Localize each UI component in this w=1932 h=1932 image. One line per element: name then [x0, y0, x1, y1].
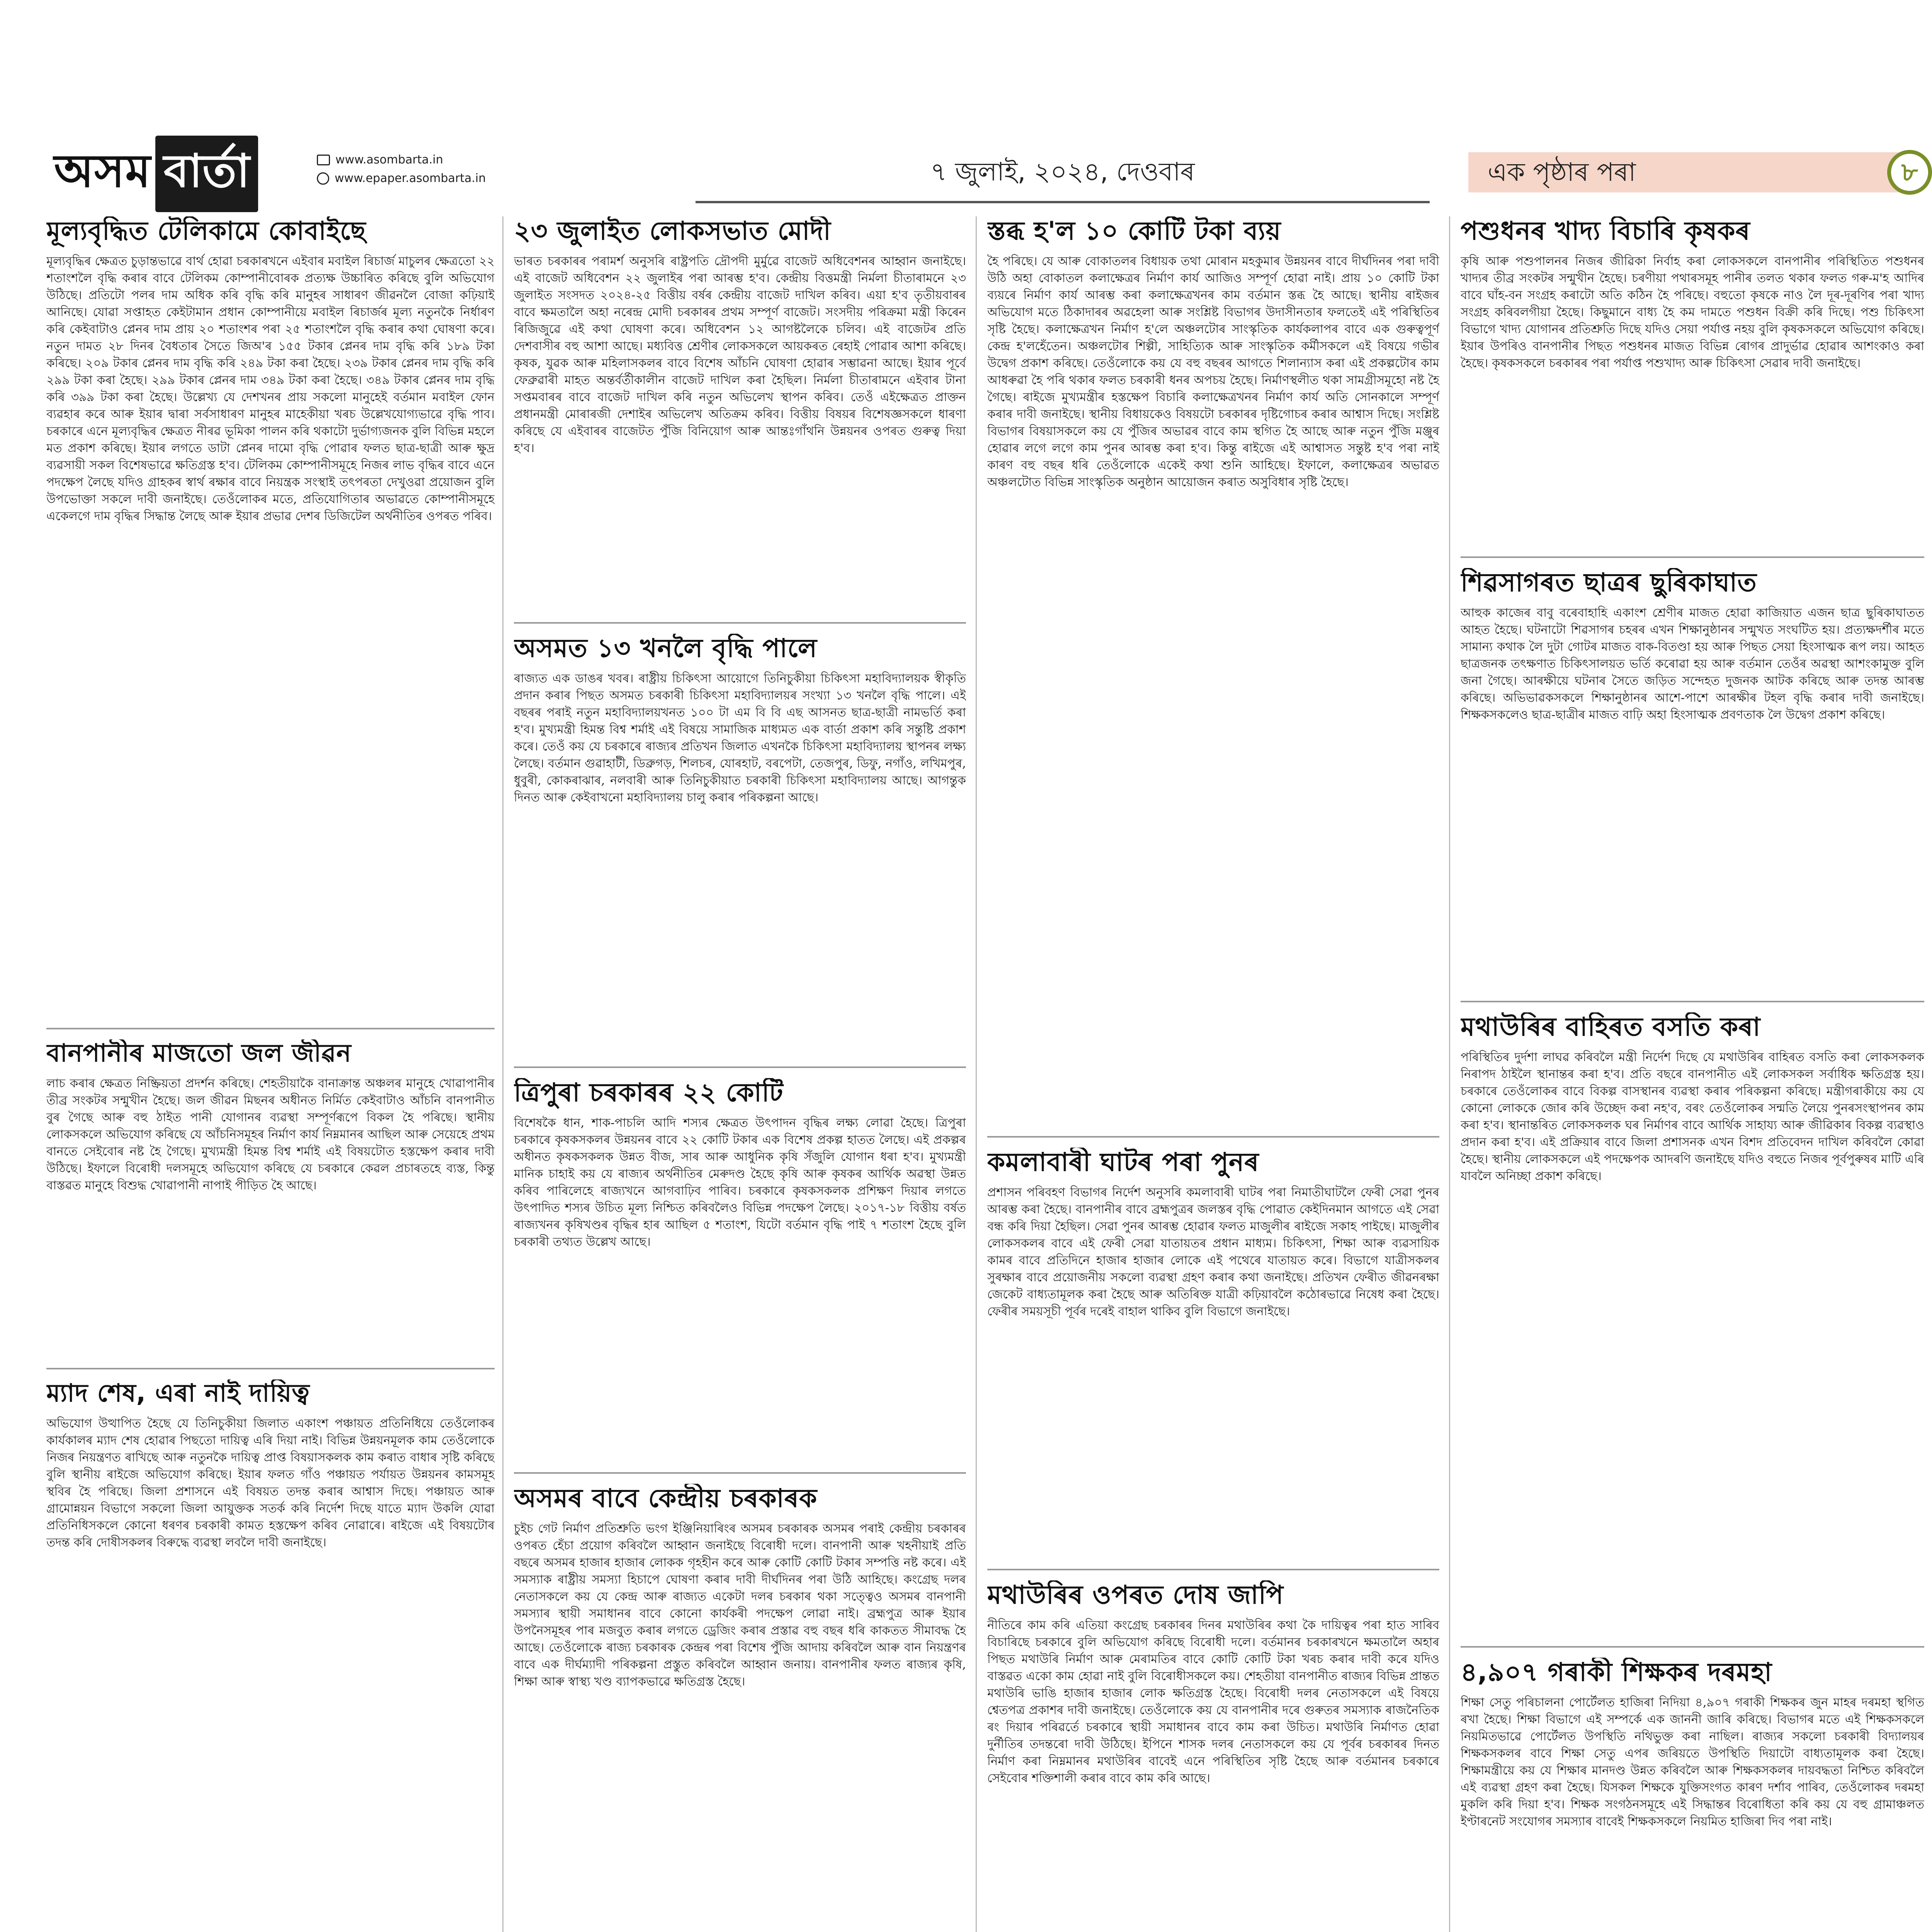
article-body: ভাৰত চৰকাৰৰ পৰামৰ্শ অনুসৰি ৰাষ্ট্ৰপতি দ্ৰৌপদী মুৰ্মুৱে বাজেট অধিবেশনৰ আহ্বান জনাইছে। এই বাজেট অধিবেশন ২২ জুলাইৰ পৰা আৰম্ভ হ'ব। কেন্দ্ৰীয় বিত্তমন্ত্ৰী নিৰ্মলা চীতাৰামনে ২৩ জুলাইত সংসদত ২০২৪-২৫ বিত্তীয় বৰ্ষৰ কেন্দ্ৰীয় বাজেট দাখিল কৰিব। এয়া হ'ব তৃতীয়বাৰৰ বাবে ক্ষমতালৈ অহা নৰেন্দ্ৰ মোদী চৰকাৰৰ প্ৰথম সম্পূৰ্ণ বাজেট। সংসদীয় পৰিক্ৰমা মন্ত্ৰী কিৰেন ৰিজিজুৱে এই কথা ঘোষণা কৰে। অধিবেশন ১২ আগষ্টলৈকে চলিব। এই বাজেটৰ প্ৰতি দেশবাসীৰ বহু আশা আছে। মধ্যবিত্ত শ্ৰেণীৰ লোকসকলে আয়কৰত ৰেহাই পোৱাৰ আশা কৰিছে। কৃষক, যুৱক আৰু মহিলাসকলৰ বাবে বিশেষ আঁচনি ঘোষণা হোৱাৰ সম্ভাৱনা আছে। ইয়াৰ পূৰ্বে ফেব্ৰুৱাৰী মাহত অন্তৰ্বৰ্তীকালীন বাজেট দাখিল কৰা হৈছিল। নিৰ্মলা চীতাৰামনে এইবাৰ টানা সপ্তমবাৰৰ বাবে বাজেট দাখিল কৰি নতুন অভিলেখ স্থাপন কৰিব। তেওঁ এইক্ষেত্ৰত প্ৰাক্তন প্ৰধানমন্ত্ৰী মোৰাৰজী দেশাইৰ অভিলেখ অতিক্ৰম কৰিব। বিত্তীয় বিষয়ৰ বিশেষজ্ঞসকলে ধাৰণা কৰিছে যে এইবাৰৰ বাজেটত পুঁজি বিনিয়োগ আৰু আন্তঃগাঁথনি উন্নয়নৰ ওপৰত গুৰুত্ব দিয়া হ'ব। — [514, 254, 966, 455]
article-headline[interactable]: মথাউৰিৰ ওপৰত দোষ জাপি — [987, 1580, 1284, 1610]
article-headline[interactable]: ত্ৰিপুৰা চৰকাৰৰ ২২ কোটি — [514, 1078, 784, 1107]
article-body: নীতিৰে কাম কৰি এতিয়া কংগ্ৰেছ চৰকাৰৰ দিনৰ মথাউৰিৰ কথা কৈ দায়িত্বৰ পৰা হাত সাৰিব বিচাৰিছে চৰকাৰে বুলি অভিযোগ কৰিছে বিৰোধী দলে। বৰ্তমানৰ চৰকাৰখনে ক্ষমতালৈ অহাৰ পিছত মথাউৰি নিৰ্মাণ আৰু মেৰামতিৰ বাবে কোটি কোটি টকা খৰচ কৰাৰ দাবী কৰে যদিও বাস্তৱত একো কাম হোৱা নাই বুলি বিৰোধীসকলে কয়। শেহতীয়া বানপানীত ৰাজ্যৰ বিভিন্ন প্ৰান্তত মথাউৰি ভাঙি হাজাৰ হাজাৰ লোক ক্ষতিগ্ৰস্ত হৈছে। বিৰোধী দলৰ নেতাসকলে এই বিষয়ে শ্বেতপত্ৰ প্ৰকাশৰ দাবী জনাইছে। তেওঁলোকে কয় যে বানপানীৰ দৰে গুৰুতৰ সমস্যাক ৰাজনৈতিক ৰং দিয়াৰ পৰিৱৰ্তে চৰকাৰে স্থায়ী সমাধানৰ বাবে কাম কৰা উচিত। মথাউৰি নিৰ্মাণত হোৱা দুৰ্নীতিৰ তদন্তৰো দাবী উঠিছে। ইপিনে শাসক দলৰ নেতাসকলে কয় যে পূৰ্বৰ চৰকাৰৰ দিনত নিৰ্মাণ কৰা নিম্নমানৰ মথাউৰিৰ বাবেই এনে পৰিস্থিতিৰ সৃষ্টি হৈছে আৰু বৰ্তমানৰ চৰকাৰে সেইবোৰ শক্তিশালী কৰাৰ বাবে কাম কৰি আছে। — [987, 1618, 1439, 1785]
column-divider — [502, 216, 503, 1932]
article-separator — [987, 1136, 1439, 1138]
article-separator — [514, 1472, 966, 1474]
issue-date: ৭ জুলাই, ২০২৪, দেওবাৰ — [696, 143, 1430, 203]
article-bokatal — [987, 216, 1439, 1132]
website-link[interactable]: www.asombarta.in — [335, 153, 443, 167]
article-separator — [46, 1028, 495, 1029]
newspaper-logo[interactable] — [54, 144, 258, 201]
article-medical-colleges — [514, 634, 966, 1063]
article-headline[interactable]: শিৱসাগৰত ছাত্ৰৰ ছুৰিকাঘাত — [1461, 568, 1757, 597]
article-separator — [1461, 1001, 1924, 1002]
article-body: প্ৰশাসন পৰিবহণ বিভাগৰ নিৰ্দেশ অনুসৰি কমলাবাৰী ঘাটৰ পৰা নিমাতীঘাটলৈ ফেৰী সেৱা পুনৰ আৰম্ভ কৰা হৈছে। বানপানীৰ বাবে ব্ৰহ্মপুত্ৰৰ জলস্তৰ বৃদ্ধি পোৱাত কেইদিনমান আগতে এই সেৱা বন্ধ কৰি দিয়া হৈছিল। সেৱা পুনৰ আৰম্ভ হোৱাৰ ফলত মাজুলীৰ ৰাইজে সকাহ পাইছে। মাজুলীৰ লোকসকলৰ বাবে এই ফেৰী সেৱা যাতায়তৰ প্ৰধান মাধ্যম। চিকিৎসা, শিক্ষা আৰু ব্যৱসায়িক কামৰ বাবে প্ৰতিদিনে হাজাৰ হাজাৰ লোকে এই পথেৰে যাতায়ত কৰে। বিভাগে যাত্ৰীসকলৰ সুৰক্ষাৰ বাবে প্ৰয়োজনীয় সকলো ব্যৱস্থা গ্ৰহণ কৰাৰ কথা জনাইছে। প্ৰতিখন ফেৰীত জীৱনৰক্ষা জেকেট বাধ্যতামূলক কৰা হৈছে আৰু অতিৰিক্ত যাত্ৰী কঢ়িয়াবলৈ কঠোৰভাৱে নিষেধ কৰা হৈছে। ফেৰীৰ সময়সূচী পূৰ্বৰ দৰেই বাহাল থাকিব বুলি বিভাগে জনাইছে। — [987, 1185, 1439, 1318]
article-headline[interactable]: স্তব্ধ হ'ল ১০ কোটি টকা ব্যয় — [987, 216, 1281, 246]
article-headline[interactable]: কমলাবাৰী ঘাটৰ পৰা পুনৰ — [987, 1148, 1259, 1177]
article-body: চুইচ গেট নিৰ্মাণ প্ৰতিশ্ৰুতি ভংগ ইঞ্জিনিয়াৰিংৰ অসমৰ চৰকাৰক অসমৰ পৰাই কেন্দ্ৰীয় চৰকাৰৰ ওপৰত হেঁচা প্ৰয়োগ কৰিবলৈ আহ্বান জনাইছে বিৰোধী দলে। বানপানী আৰু খহনীয়াই প্ৰতি বছৰে অসমৰ হাজাৰ হাজাৰ লোকক গৃহহীন কৰে আৰু কোটি কোটি টকাৰ সম্পত্তি নষ্ট কৰে। এই সমস্যাক ৰাষ্ট্ৰীয় সমস্যা হিচাপে ঘোষণা কৰাৰ দাবী দীৰ্ঘদিনৰ পৰা উঠি আহিছে। কংগ্ৰেছ দলৰ নেতাসকলে কয় যে কেন্দ্ৰ আৰু ৰাজ্যত একেটা দলৰ চৰকাৰ থকা সত্ত্বেও অসমৰ বানপানী সমস্যাৰ স্থায়ী সমাধানৰ বাবে কোনো কাৰ্যকৰী পদক্ষেপ লোৱা নাই। ব্ৰহ্মপুত্ৰ আৰু ইয়াৰ উপনৈসমূহৰ পাৰ মজবুত কৰাৰ লগতে ড্ৰেজিং কৰাৰ প্ৰস্তাৱ বহু বছৰ ধৰি কাকতত সীমাবদ্ধ হৈ আছে। তেওঁলোকে ৰাজ্য চৰকাৰক কেন্দ্ৰৰ পৰা বিশেষ পুঁজি আদায় কৰিবলৈ আৰু বান নিয়ন্ত্ৰণৰ বাবে এক দীৰ্ঘম্যাদী পৰিকল্পনা প্ৰস্তুত কৰিবলৈ আহ্বান জনায়। বানপানীৰ ফলত ৰাজ্যৰ কৃষি, শিক্ষা আৰু স্বাস্থ্য খণ্ড ব্যাপকভাৱে ক্ষতিগ্ৰস্ত হৈছে। — [514, 1521, 966, 1689]
article-body: কৃষি আৰু পশুপালনৰ নিজৰ জীৱিকা নিৰ্বাহ কৰা লোকসকলে বানপানীৰ পৰিস্থিতিত পশুধনৰ খাদ্যৰ তীব্ৰ সংকটৰ সন্মুখীন হৈছে। চৰণীয়া পথাৰসমূহ পানীৰ তলত থকাৰ ফলত গৰু-ম'হ আদিৰ বাবে ঘাঁহ-বন সংগ্ৰহ কৰাটো অতি কঠিন হৈ পৰিছে। বহুতো কৃষকে নাও লৈ দূৰ-দূৰণিৰ পৰা খাদ্য সংগ্ৰহ কৰিবলগীয়া হৈছে। কিছুমানে বাধ্য হৈ কম দামতে পশুধন বিক্ৰী কৰি দিছে। পশু চিকিৎসা বিভাগে খাদ্য যোগানৰ প্ৰতিশ্ৰুতি দিছে যদিও সেয়া পৰ্যাপ্ত নহয় বুলি কৃষকসকলে অভিযোগ কৰিছে। ইয়াৰ উপৰিও বানপানীৰ পিছত পশুধনৰ মাজত বিভিন্ন ৰোগৰ প্ৰাদুৰ্ভাৱ হোৱাৰ আশংকাও কৰা হৈছে। কৃষকসকলে চৰকাৰৰ পৰা পৰ্যাপ্ত পশুখাদ্য আৰু চিকিৎসা সেৱাৰ দাবী জনাইছে। — [1461, 254, 1924, 370]
contact-info — [317, 151, 486, 188]
article-body: বিশেষকৈ ধান, শাক-পাচলি আদি শস্যৰ ক্ষেত্ৰত উৎপাদন বৃদ্ধিৰ লক্ষ্য লোৱা হৈছে। ত্ৰিপুৰা চৰকাৰে কৃষকসকলৰ উন্নয়নৰ বাবে ২২ কোটি টকাৰ এক বিশেষ প্ৰকল্প হাতত লৈছে। এই প্ৰকল্পৰ অধীনত কৃষকসকলক উন্নত বীজ, সাৰ আৰু আধুনিক কৃষি সঁজুলি যোগান ধৰা হ'ব। মুখ্যমন্ত্ৰী মানিক চাহাই কয় যে ৰাজ্যৰ অৰ্থনীতিৰ মেৰুদণ্ড হৈছে কৃষি আৰু কৃষকৰ আৰ্থিক অৱস্থা উন্নত কৰিব পাৰিলেহে ৰাজ্যখনে আগবাঢ়িব পাৰিব। চৰকাৰে কৃষকসকলক প্ৰশিক্ষণ দিয়াৰ লগতে উৎপাদিত শস্যৰ উচিত মূল্য নিশ্চিত কৰিবলৈও বিভিন্ন পদক্ষেপ লৈছে। ২০১৭-১৮ বিত্তীয় বৰ্ষত ৰাজ্যখনৰ কৃষিখণ্ডৰ বৃদ্ধিৰ হাৰ আছিল ৫ শতাংশ, যিটো বৰ্তমান বৃদ্ধি পাই ৭ শতাংশ হৈছে বুলি চৰকাৰী তথ্যত উল্লেখ আছে। — [514, 1116, 966, 1249]
article-modi-loksabha — [514, 216, 966, 618]
article-teacher-salary — [1461, 1658, 1924, 1932]
column-divider — [976, 216, 977, 1932]
article-separator — [46, 1368, 495, 1369]
article-separator — [987, 1569, 1439, 1570]
article-separator — [514, 1066, 966, 1068]
article-body: শিক্ষা সেতু পৰিচালনা পোৰ্টেলত হাজিৰা নিদিয়া ৪,৯০৭ গৰাকী শিক্ষকৰ জুন মাহৰ দৰমহা স্থগিত ৰখা হৈছে। শিক্ষা বিভাগে এই সম্পৰ্কে এক জাননী জাৰি কৰিছে। বিভাগৰ মতে এই শিক্ষকসকলে নিয়মিতভাৱে পোৰ্টেলত উপস্থিতি নথিভুক্ত কৰা নাছিল। ৰাজ্যৰ সকলো চৰকাৰী বিদ্যালয়ৰ শিক্ষকসকলৰ বাবে শিক্ষা সেতু এপৰ জৰিয়তে উপস্থিতি দিয়াটো বাধ্যতামূলক কৰা হৈছে। শিক্ষামন্ত্ৰীয়ে কয় যে শিক্ষাৰ মানদণ্ড উন্নত কৰিবলৈ আৰু শিক্ষকসকলৰ দায়বদ্ধতা নিশ্চিত কৰিবলৈ এই ব্যৱস্থা গ্ৰহণ কৰা হৈছে। যিসকল শিক্ষকে যুক্তিসংগত কাৰণ দৰ্শাব পাৰিব, তেওঁলোকৰ দৰমহা মুকলি কৰি দিয়া হ'ব। শিক্ষক সংগঠনসমূহে এই সিদ্ধান্তৰ বিৰোধিতা কৰি কয় যে বহু গ্ৰামাঞ্চলত ইণ্টাৰনেট সংযোগৰ সমস্যাৰ বাবেই শিক্ষকসকলে নিয়মিত হাজিৰা দিব পৰা নাই। — [1461, 1695, 1924, 1828]
article-headline[interactable]: মূল্যবৃদ্ধিত টেলিকামে কোবাইছে — [46, 216, 366, 246]
article-body: মূল্যবৃদ্ধিৰ ক্ষেত্ৰত চুড়ান্তভাৱে বাৰ্থ হোৱা চৰকাৰখনে এইবাৰ মবাইল ৰিচাৰ্জ মাচুলৰ ক্ষেত্ৰতো ২২ শতাংশলৈ বৃদ্ধি কৰাৰ বাবে টেলিকম কোম্পানীবোৰক প্ৰত্যক্ষ উচ্চাৰিত কৰিছে বুলি অভিযোগ উঠিছে। প্ৰতিটো পলৰ দাম অধিক কৰি বৃদ্ধি কৰি মানুহৰ সাধাৰণ জীৱনলৈ বোজা কঢ়িয়াই আনিছে। যোৱা সপ্তাহত কেইটামান প্ৰধান কোম্পানীয়ে মবাইল ৰিচাৰ্জৰ মূল্য নতুনকৈ নিৰ্ধাৰণ কৰি কেইবাটাও প্লেনৰ দাম প্ৰায় ২০ শতাংশৰ পৰা ২৫ শতাংশলৈ বৃদ্ধি কৰাৰ কথা ঘোষণা কৰে। নতুন দামত ২৮ দিনৰ বৈধতাৰ সৈতে জিঅ'ৰ ১৫৫ টকাৰ প্লেনৰ দাম বৃদ্ধি কৰি ১৮৯ টকা কৰিছে। ২০৯ টকাৰ প্লেনৰ দাম বৃদ্ধি কৰি ২৪৯ টকা কৰা হৈছে। ২৩৯ টকাৰ প্লেনৰ দাম বৃদ্ধি কৰি ২৯৯ টকা কৰা হৈছে। ২৯৯ টকাৰ প্লেনৰ দাম ৩৪৯ টকা কৰা হৈছে। ৩৪৯ টকাৰ প্লেনৰ দাম বৃদ্ধি কৰি ৩৯৯ টকা কৰা হৈছে। উল্লেখ্য যে দেশখনৰ প্ৰায় সকলো মানুহেই বৰ্তমান মবাইল ফোন ব্যৱহাৰ কৰে আৰু ইয়াৰ দ্বাৰা সৰ্বসাধাৰণ মানুহৰ মাহেকীয়া খৰচ উল্লেখযোগ্যভাৱে বৃদ্ধি পাব। চৰকাৰে এনে মূল্যবৃদ্ধিৰ ক্ষেত্ৰত নীৰৱ ভূমিকা পালন কৰি থকাটো দুৰ্ভাগ্যজনক বুলি বিভিন্ন মহলে মত প্ৰকাশ কৰিছে। ইয়াৰ লগতে ডাটা প্লেনৰ দামো বৃদ্ধি পোৱাৰ ফলত ছাত্ৰ-ছাত্ৰী আৰু ক্ষুদ্ৰ ব্যৱসায়ী সকল বিশেষভাৱে ক্ষতিগ্ৰস্ত হ'ব। টেলিকম কোম্পানীসমূহে নিজৰ লাভ বৃদ্ধিৰ বাবে এনে পদক্ষেপ লৈছে যদিও গ্ৰাহকৰ স্বাৰ্থ ৰক্ষাৰ বাবে নিয়ন্ত্ৰক সংস্থাই তৎপৰতা দেখুওৱা প্ৰয়োজন বুলি উপভোক্তা সকলে দাবী জনাইছে। তেওঁলোকৰ মতে, প্ৰতিযোগিতাৰ অভাৱতে কোম্পানীসমূহে একেলগে দাম বৃদ্ধিৰ সিদ্ধান্ত লৈছে আৰু ইয়াৰ প্ৰভাৱ দেশৰ ডিজিটেল অৰ্থনীতিৰ ওপৰত পৰিব। — [46, 254, 495, 523]
article-central-govt — [514, 1484, 966, 1932]
article-body: অভিযোগ উত্থাপিত হৈছে যে তিনিচুকীয়া জিলাত একাংশ পঞ্চায়ত প্ৰতিনিধিয়ে তেওঁলোকৰ কাৰ্যকালৰ ম্যাদ শেষ হোৱাৰ পিছতো দায়িত্ব এৰি দিয়া নাই। বিভিন্ন উন্নয়নমূলক কাম তেওঁলোকে নিজৰ নিয়ন্ত্ৰণত ৰাখিছে আৰু নতুনকৈ দায়িত্ব প্ৰাপ্ত বিষয়াসকলক কাম কৰাত বাধাৰ সৃষ্টি কৰিছে বুলি স্থানীয় ৰাইজে অভিযোগ কৰিছে। ইয়াৰ ফলত গাঁও পঞ্চায়ত পৰ্যায়ত উন্নয়নৰ কামসমূহ স্থবিৰ হৈ পৰিছে। জিলা প্ৰশাসনে এই বিষয়ত তদন্ত কৰাৰ আশ্বাস দিছে। পঞ্চায়ত আৰু গ্ৰামোন্নয়ন বিভাগে সকলো জিলা আয়ুক্তক সতৰ্ক কৰি নিৰ্দেশ দিছে যাতে ম্যাদ উকলি যোৱা প্ৰতিনিধিসকলে কোনো ধৰণৰ চৰকাৰী কামত হস্তক্ষেপ কৰিব নোৱাৰে। ৰাইজে এই বিষয়টোৰ তদন্ত কৰি দোষীসকলৰ বিৰুদ্ধে ব্যৱস্থা লবলৈ দাবী জনাইছে। — [46, 1416, 495, 1549]
article-headline[interactable]: মথাউৰিৰ বাহিৰত বসতি কৰা — [1461, 1012, 1761, 1042]
article-sivasagar-stabbing — [1461, 568, 1924, 997]
edition-banner — [1468, 152, 1932, 192]
logo-text-right: বাৰ্তা — [155, 136, 259, 212]
article-body: আহুক কাজেৰ বাবু বৰেবাহাহি একাংশ শ্ৰেণীৰ মাজত হোৱা কাজিয়াত এজন ছাত্ৰ ছুৰিকাঘাতত আহত হৈছে। ঘটনাটো শিৱসাগৰ চহৰৰ এখন শিক্ষানুষ্ঠানৰ সন্মুখত সংঘটিত হয়। প্ৰত্যক্ষদৰ্শীৰ মতে সামান্য কথাক লৈ দুটা গোটৰ মাজত বাক-বিতণ্ডা হয় আৰু পিছত সেয়া হিংসাত্মক ৰূপ লয়। আহত ছাত্ৰজনক তৎক্ষণাত চিকিৎসালয়ত ভৰ্তি কৰোৱা হয় আৰু বৰ্তমান তেওঁৰ অৱস্থা আশংকামুক্ত বুলি জনা গৈছে। আৰক্ষীয়ে ঘটনাৰ সৈতে জড়িত সন্দেহত দুজনক আটক কৰিছে আৰু তদন্ত আৰম্ভ কৰিছে। অভিভাৱকসকলে শিক্ষানুষ্ঠানৰ আশে-পাশে আৰক্ষীৰ টহল বৃদ্ধি কৰাৰ দাবী জনাইছে। শিক্ষকসকলেও ছাত্ৰ-ছাত্ৰীৰ মাজত বাঢ়ি অহা হিংসাত্মক প্ৰবণতাক লৈ উদ্বেগ প্ৰকাশ কৰিছে। — [1461, 605, 1924, 722]
article-panchayat — [46, 1379, 495, 1932]
logo-text-left: অসম — [54, 144, 151, 197]
edition-label: এক পৃষ্ঠাৰ পৰা — [1488, 157, 1636, 187]
epaper-link[interactable]: www.epaper.asombarta.in — [335, 172, 486, 185]
article-tripura — [514, 1078, 966, 1468]
article-headline[interactable]: অসমৰ বাবে কেন্দ্ৰীয় চৰকাৰক — [514, 1484, 818, 1513]
article-telecom — [46, 216, 495, 1024]
article-headline[interactable]: বানপানীৰ মাজতো জল জীৱন — [46, 1039, 352, 1068]
column-divider — [1449, 216, 1450, 1932]
globe-icon — [317, 172, 329, 185]
article-separator — [1461, 556, 1924, 558]
article-body: লাচ কৰাৰ ক্ষেত্ৰত নিষ্ক্ৰিয়তা প্ৰদৰ্শন কৰিছে। শেহতীয়াকৈ বানাক্ৰান্ত অঞ্চলৰ মানুহে খোৱাপানীৰ তীব্ৰ সংকটৰ সন্মুখীন হৈছে। জল জীৱন মিছনৰ অধীনত নিৰ্মিত কেইবাটাও আঁচনি বানপানীত বুৰ গৈছে আৰু বহু ঠাইত পানী যোগানৰ ব্যৱস্থা সম্পূৰ্ণৰূপে বিকল হৈ পৰিছে। স্থানীয় লোকসকলে অভিযোগ কৰিছে যে আঁচনিসমূহৰ নিৰ্মাণ কাৰ্য নিম্নমানৰ আছিল আৰু সেয়েহে প্ৰথম বানতে সেইবোৰ নষ্ট হৈ গৈছে। মুখ্যমন্ত্ৰী হিমন্ত বিশ্ব শৰ্মাই এই বিষয়টোত হস্তক্ষেপ কৰাৰ দাবী উঠিছে। ইফালে বিৰোধী দলসমূহে অভিযোগ কৰিছে যে চৰকাৰে কেৱল প্ৰচাৰতহে ব্যস্ত, কিন্তু বাস্তৱত মানুহে বিশুদ্ধ খোৱাপানী নাপাই পীড়িত হৈ আছে। — [46, 1076, 495, 1192]
article-kamalabari — [987, 1148, 1439, 1565]
article-separator — [514, 622, 966, 624]
mail-icon — [317, 155, 330, 165]
article-flood-water — [46, 1039, 495, 1364]
article-separator — [1461, 1646, 1924, 1648]
article-body: ৰাজ্যত এক ডাঙৰ খবৰ। ৰাষ্ট্ৰীয় চিকিৎসা আয়োগে তিনিচুকীয়া চিকিৎসা মহাবিদ্যালয়ক স্বীকৃতি প্ৰদান কৰাৰ পিছত অসমত চৰকাৰী চিকিৎসা মহাবিদ্যালয়ৰ সংখ্যা ১৩ খনলৈ বৃদ্ধি পালে। এই বছৰৰ পৰাই নতুন মহাবিদ্যালয়খনত ১০০ টা এম বি বি এছ আসনত ছাত্ৰ-ছাত্ৰী নামভৰ্তি কৰা হ'ব। মুখ্যমন্ত্ৰী হিমন্ত বিশ্ব শৰ্মাই এই বিষয়ে সামাজিক মাধ্যমত এক বাৰ্তা প্ৰকাশ কৰি সন্তুষ্টি প্ৰকাশ কৰে। তেওঁ কয় যে চৰকাৰে ৰাজ্যৰ প্ৰতিখন জিলাত এখনকৈ চিকিৎসা মহাবিদ্যালয় স্থাপনৰ লক্ষ্য লৈছে। বৰ্তমান গুৱাহাটী, ডিব্ৰুগড়, শিলচৰ, যোৰহাট, বৰপেটা, তেজপুৰ, ডিফু, নগাঁও, লখিমপুৰ, ধুবুৰী, কোকৰাঝাৰ, নলবাৰী আৰু তিনিচুকীয়াত চৰকাৰী চিকিৎসা মহাবিদ্যালয় আছে। আগন্তুক দিনত আৰু কেইবাখনো মহাবিদ্যালয় চালু কৰাৰ পৰিকল্পনা আছে। — [514, 671, 966, 804]
article-livestock-fodder — [1461, 216, 1924, 599]
article-body: হৈ পৰিছে। যে আৰু বোকাতলৰ বিধায়ক তথা মোৰান মহকুমাৰ উন্নয়নৰ বাবে দীৰ্ঘদিনৰ পৰা দাবী উঠি অহা বোকাতল কলাক্ষেত্ৰৰ নিৰ্মাণ কাৰ্য আজিও সম্পূৰ্ণ হোৱা নাই। প্ৰায় ১০ কোটি টকা ব্যয়ৰে নিৰ্মাণ কাৰ্য আৰম্ভ কৰা কলাক্ষেত্ৰখনৰ কাম বৰ্তমান স্তব্ধ হৈ আছে। স্থানীয় ৰাইজৰ অভিযোগ মতে ঠিকাদাৰৰ অৱহেলা আৰু সংশ্লিষ্ট বিভাগৰ উদাসীনতাৰ ফলতেই এই পৰিস্থিতিৰ সৃষ্টি হৈছে। কলাক্ষেত্ৰখন নিৰ্মাণ হ'লে অঞ্চলটোৰ সাংস্কৃতিক কাৰ্যকলাপৰ বাবে এক গুৰুত্বপূৰ্ণ কেন্দ্ৰ হ'লহেঁতেন। অঞ্চলটোৰ শিল্পী, সাহিত্যিক আৰু সাংস্কৃতিক কৰ্মীসকলে এই বিষয়ে গভীৰ উদ্বেগ প্ৰকাশ কৰিছে। তেওঁলোকে কয় যে বহু বছৰৰ আগতে শিলান্যাস কৰা এই প্ৰকল্পটোৰ কাম আধৰুৱা হৈ পৰি থকাৰ ফলত চৰকাৰী ধনৰ অপচয় হৈছে। নিৰ্মাণস্থলীত থকা সামগ্ৰীসমূহো নষ্ট হৈ গৈছে। ৰাইজে মুখ্যমন্ত্ৰীৰ হস্তক্ষেপ বিচাৰি কলাক্ষেত্ৰখনৰ নিৰ্মাণ কাৰ্য অতি সোনকালে সম্পূৰ্ণ কৰাৰ দাবী জনাইছে। স্থানীয় বিধায়কেও বিষয়টো চৰকাৰৰ দৃষ্টিগোচৰ কৰাৰ আশ্বাস দিছে। সংশ্লিষ্ট বিভাগৰ বিষয়াসকলে কয় যে পুঁজিৰ অভাৱৰ বাবে কাম স্থগিত হৈ আছে আৰু নতুন পুঁজি মঞ্জুৰ হোৱাৰ লগে লগে কাম পুনৰ আৰম্ভ কৰা হ'ব। কিন্তু ৰাইজে এই আশ্বাসত সন্তুষ্ট হ'ব পৰা নাই কাৰণ বহু বছৰ ধৰি তেওঁলোকে একেই কথা শুনি আহিছে। ইফালে, কলাক্ষেত্ৰৰ অভাৱত অঞ্চলটোত বিভিন্ন সাংস্কৃতিক অনুষ্ঠান আয়োজন কৰাত অসুবিধাৰ সৃষ্টি হৈছে। — [987, 254, 1439, 489]
article-embankment-blame — [987, 1580, 1439, 1932]
article-headline[interactable]: ৪,৯০৭ গৰাকী শিক্ষকৰ দৰমহা — [1461, 1658, 1772, 1687]
page-number: ৮ — [1887, 150, 1932, 195]
article-headline[interactable]: অসমত ১৩ খনলৈ বৃদ্ধি পালে — [514, 634, 817, 663]
article-headline[interactable]: পশুধনৰ খাদ্য বিচাৰি কৃষকৰ — [1461, 216, 1750, 246]
masthead — [39, 143, 1932, 209]
article-outside-embankment — [1461, 1012, 1924, 1642]
article-headline[interactable]: ২৩ জুলাইত লোকসভাত মোদী — [514, 216, 831, 246]
article-body: পৰিস্থিতিৰ দুৰ্দশা লাঘৱ কৰিবলৈ মন্ত্ৰী নিৰ্দেশ দিছে যে মথাউৰিৰ বাহিৰত বসতি কৰা লোকসকলক নিৰাপদ ঠাইলৈ স্থানান্তৰ কৰা হ'ব। প্ৰতি বছৰে বানপানীত এই লোকসকল সৰ্বাধিক ক্ষতিগ্ৰস্ত হয়। চৰকাৰে তেওঁলোকৰ বাবে বিকল্প বাসস্থানৰ ব্যৱস্থা কৰাৰ পৰিকল্পনা কৰিছে। মন্ত্ৰীগৰাকীয়ে কয় যে কোনো লোককে জোৰ কৰি উচ্ছেদ কৰা নহ'ব, বৰং তেওঁলোকৰ সন্মতি লৈয়ে পুনৰসংস্থাপনৰ কাম কৰা হ'ব। স্থানান্তৰিত লোকসকলক ঘৰ নিৰ্মাণৰ বাবে আৰ্থিক সাহায্য আৰু জীৱিকাৰ বিকল্প ব্যৱস্থাও প্ৰদান কৰা হ'ব। এই প্ৰক্ৰিয়াৰ বাবে জিলা প্ৰশাসনক এখন বিশদ প্ৰতিবেদন দাখিল কৰিবলৈ কোৱা হৈছে। স্থানীয় লোকসকলে এই পদক্ষেপক আদৰণি জনাইছে যদিও বহুতে নিজৰ পূৰ্বপুৰুষৰ মাটি এৰি যাবলৈ অনিচ্ছা প্ৰকাশ কৰিছে। — [1461, 1050, 1924, 1183]
article-headline[interactable]: ম্যাদ শেষ, এৰা নাই দায়িত্ব — [46, 1379, 310, 1408]
